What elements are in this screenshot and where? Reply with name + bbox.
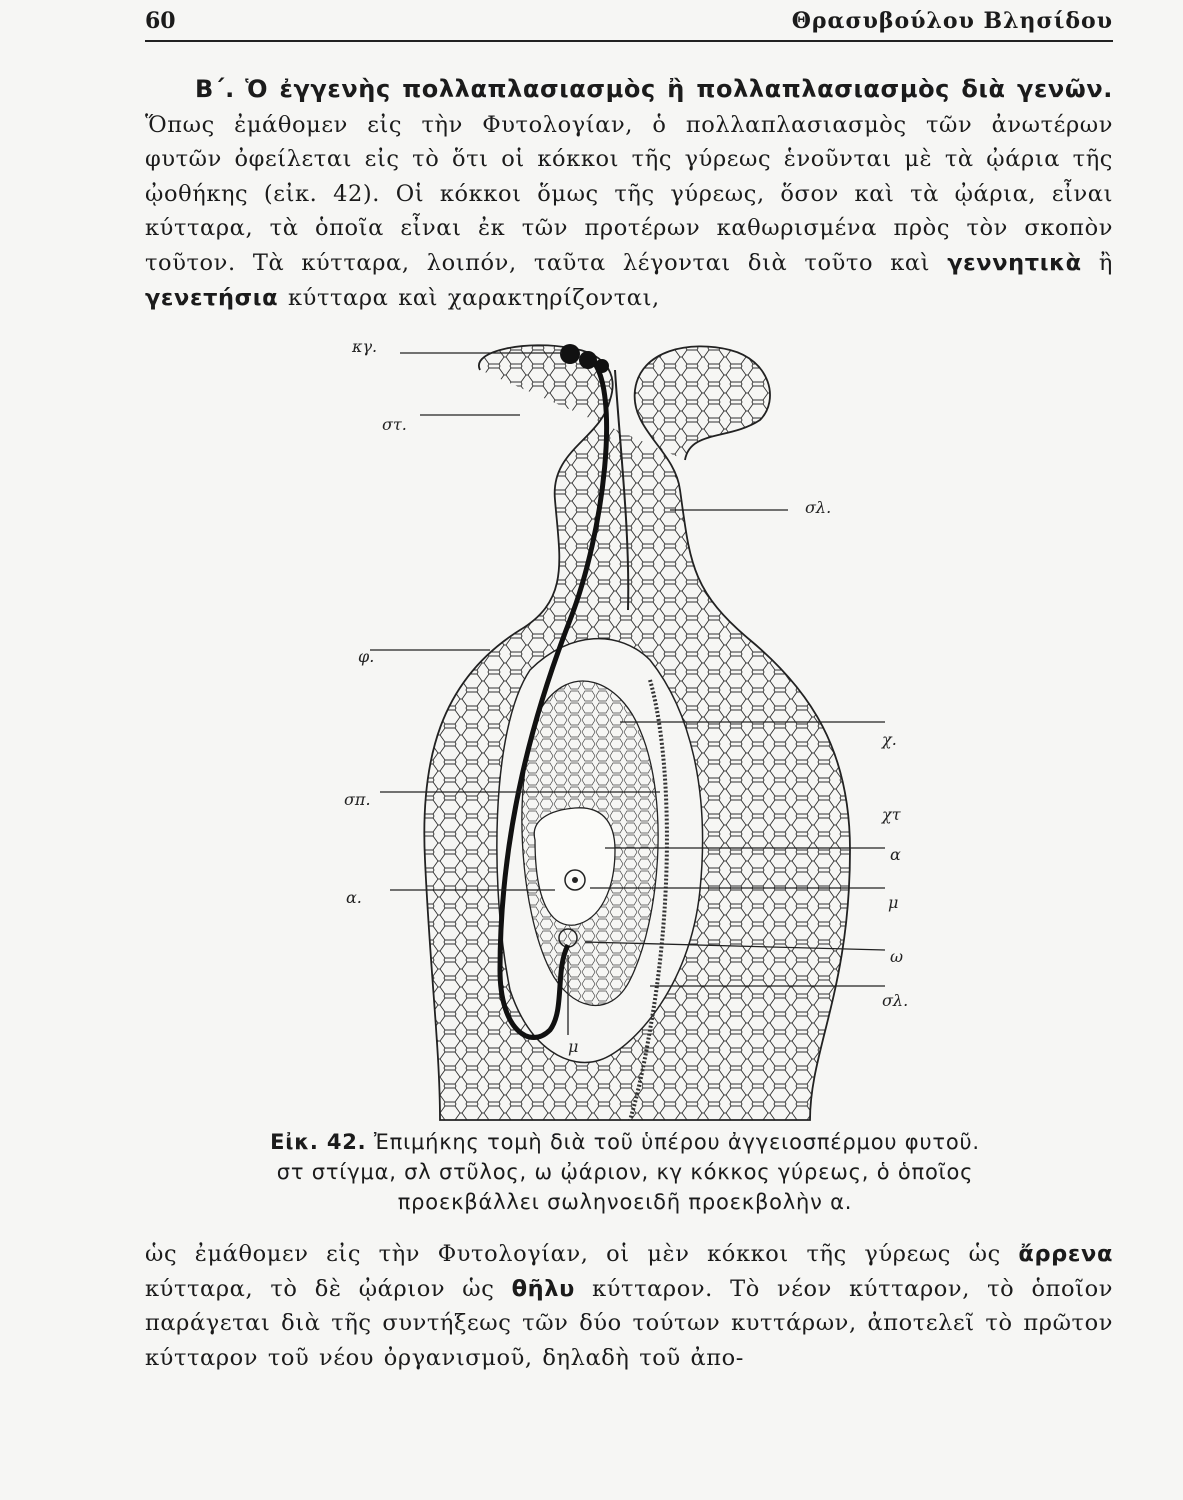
- label-sp: σπ.: [344, 790, 371, 809]
- term-gennitika: γεννητικὰ: [947, 249, 1082, 276]
- bottom-text-1: ὡς ἐμάθομεν εἰς τὴν Φυτολογίαν, οἱ μὲν κόκκοι τῆς γύρεως ὡς: [145, 1241, 1001, 1267]
- label-f: φ.: [358, 647, 375, 666]
- label-o: ω: [890, 947, 904, 966]
- top-text-1: Ὅπως ἐμάθομεν εἰς τὴν Φυτολογίαν, ὁ πολλαπλασιασμὸς τῶν ἀνωτέρων φυτῶν ὀφείλεται εἰς τὸ ὅτι οἱ κόκκοι τῆς γύρεως ἑνοῦνται μὲ τὰ ᾠάρια τῆς ᾠοθήκης (εἰκ. 42). Οἱ κόκκοι ὅμως τῆς γύρεως, ὅσον καὶ τὰ ᾠάρια, εἶναι κύτταρα, τὰ ὁποῖα εἶναι ἐκ τῶν προτέρων καθωρισμένα πρὸς τὸν σκοπὸν τοῦτον. Τὰ κύτταρα, λοιπόν, ταῦτα λέγονται διὰ τοῦτο καὶ: [145, 111, 1113, 276]
- page-number: 60: [145, 8, 176, 34]
- figure-caption: [160, 1127, 1090, 1217]
- label-x: χ.: [882, 730, 897, 749]
- top-text-3: κύτταρα καὶ χαρακτηρίζονται,: [288, 284, 660, 311]
- label-ky: κγ.: [352, 337, 378, 356]
- term-arrena: ἄρρενα: [1018, 1241, 1113, 1267]
- caption-line-2: στ στίγμα, σλ στῦλος, ω ᾠάριον, κγ κόκκος γύρεως, ὁ ὁποῖος: [276, 1160, 974, 1184]
- top-paragraph: [145, 72, 1113, 315]
- label-m-right: μ: [888, 893, 899, 912]
- section-heading: Ὁ ἐγγενὴς πολλαπλασιασμὸς ἢ πολλαπλασιασμὸς διὰ γενῶν.: [245, 75, 1113, 103]
- bottom-text-2: κύτταρα, τὸ δὲ ᾠάριον ὡς: [145, 1275, 495, 1302]
- pistil-figure: [330, 330, 930, 1130]
- top-text-2: ἢ: [1098, 249, 1113, 276]
- bottom-paragraph: [145, 1237, 1113, 1375]
- label-a-right: α: [890, 845, 901, 864]
- label-a-left: α.: [346, 888, 362, 907]
- label-xt: χτ: [882, 805, 901, 824]
- caption-line-1: Εἰκ. 42. Ἐπιμήκης τομὴ διὰ τοῦ ὑπέρου ἀγγειοσπέρμου φυτοῦ.: [270, 1130, 980, 1154]
- label-st: στ.: [382, 415, 407, 434]
- pollen-grain: [560, 344, 580, 364]
- bottom-text-3: κύτταρον. Τὸ νέον κύτταρον, τὸ ὁποῖον παράγεται διὰ τῆς συντήξεως τῶν δύο τούτων κυττάρων, ἀποτελεῖ τὸ πρῶτον κύτταρον τοῦ νέου ὀργανισμοῦ, δηλαδὴ τοῦ ἀπο-: [145, 1275, 1113, 1371]
- label-m-bottom: μ: [568, 1037, 579, 1056]
- term-genetisia: γενετήσια: [145, 284, 279, 311]
- label-sl-top: σλ.: [805, 498, 832, 517]
- term-thilu: θῆλυ: [511, 1275, 575, 1302]
- page-header: [145, 6, 1113, 42]
- caption-label: Εἰκ. 42.: [270, 1130, 367, 1154]
- section-prefix: Β΄.: [195, 75, 235, 103]
- caption-line-3: προεκβάλλει σωληνοειδῆ προεκβολὴν α.: [397, 1190, 853, 1214]
- label-sl-bottom: σλ.: [882, 991, 909, 1010]
- pistil-diagram: [330, 330, 930, 1130]
- running-title: Θρασυβούλου Βλησίδου: [791, 8, 1113, 34]
